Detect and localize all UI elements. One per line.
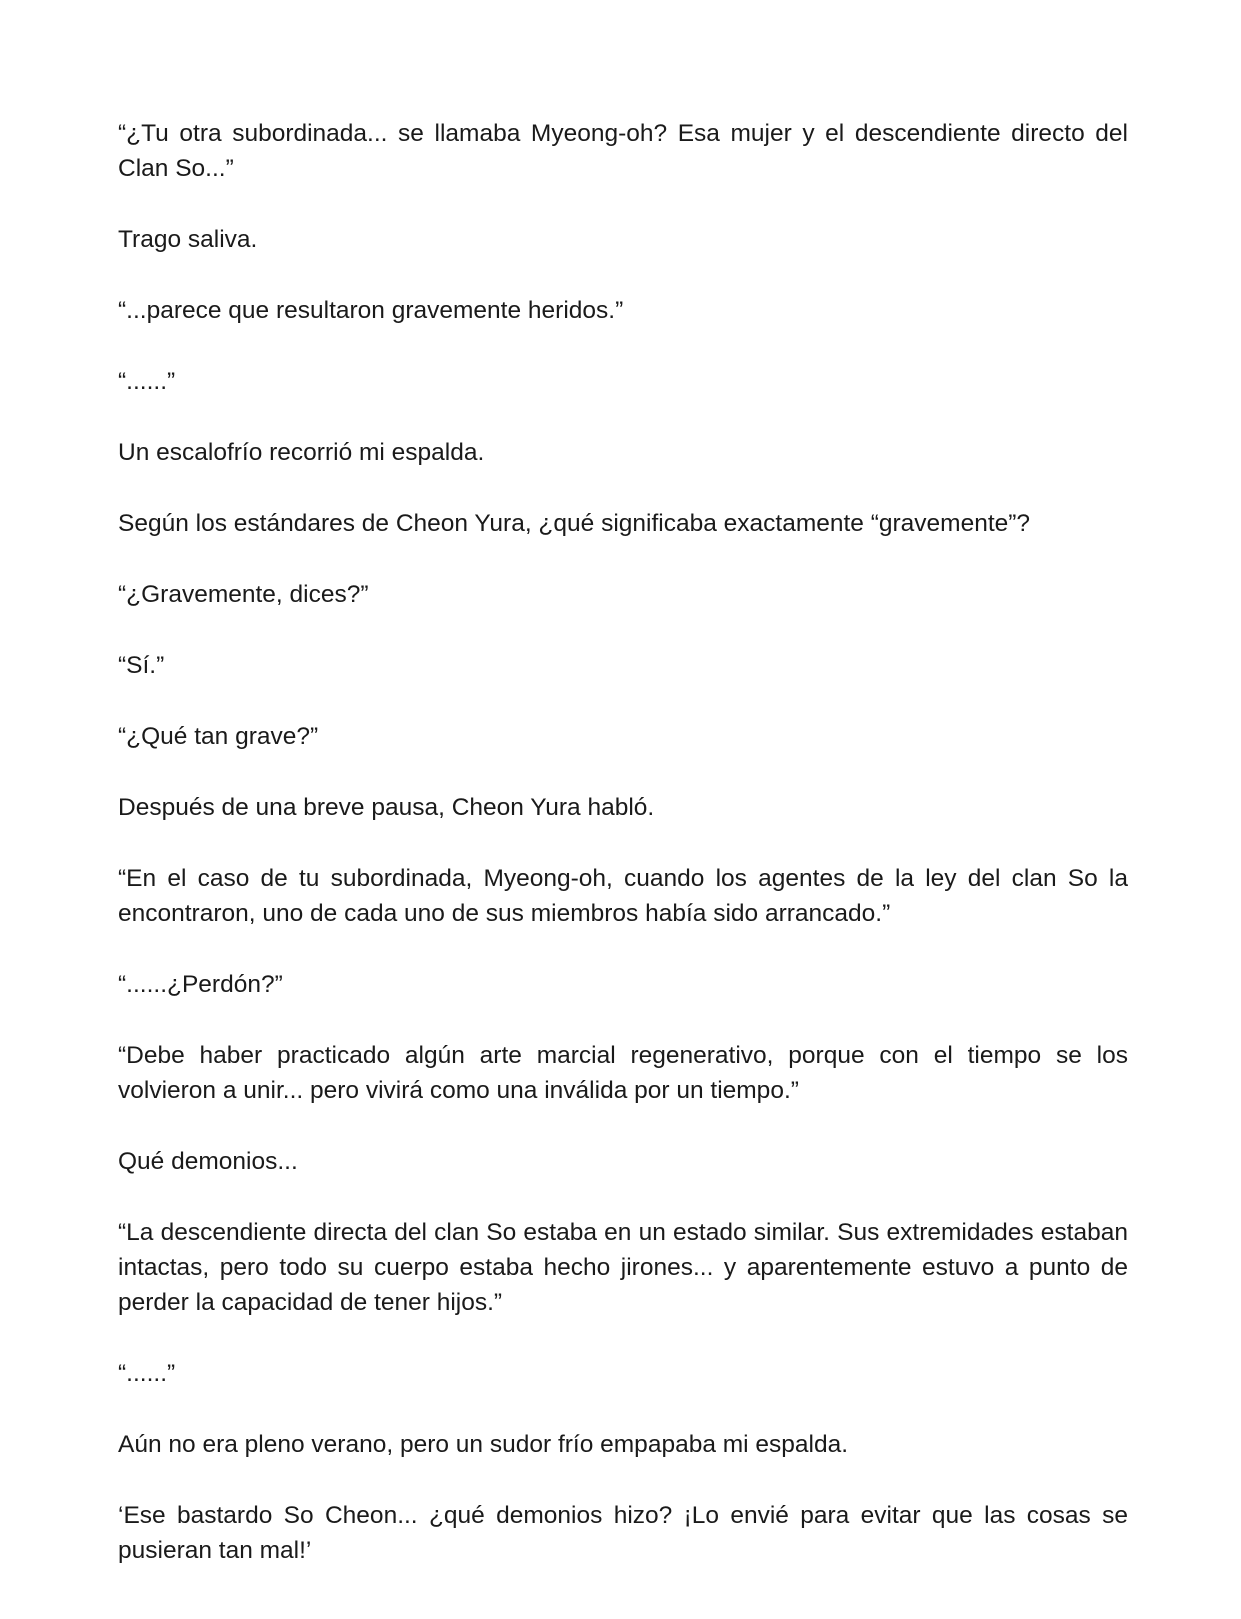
paragraph: “¿Gravemente, dices?” (118, 581, 369, 608)
paragraph: Un escalofrío recorrió mi espalda. (118, 439, 485, 466)
paragraph: Aún no era pleno verano, pero un sudor frío empapaba mi espalda. (118, 1431, 849, 1458)
paragraph: “¿Tu otra subordinada... se llamaba Myeong-oh? Esa mujer y el descendiente directo del Clan So...” (118, 120, 1128, 182)
paragraph: “La descendiente directa del clan So estaba en un estado similar. Sus extremidades estaban intactas, pero todo su cuerpo estaba hecho jirones... y aparentemente estuvo a punto de perder la capacidad de tener hijos.” (118, 1219, 1128, 1316)
paragraph: ‘Ese bastardo So Cheon... ¿qué demonios hizo? ¡Lo envié para evitar que las cosas se pusieran tan mal!’ (118, 1502, 1128, 1564)
paragraph: “Debe haber practicado algún arte marcial regenerativo, porque con el tiempo se los volvieron a unir... pero vivirá como una inválida por un tiempo.” (118, 1042, 1128, 1104)
paragraph: “En el caso de tu subordinada, Myeong-oh, cuando los agentes de la ley del clan So la encontraron, uno de cada uno de sus miembros había sido arrancado.” (118, 865, 1128, 927)
paragraph: “......” (118, 368, 176, 395)
paragraph: Después de una breve pausa, Cheon Yura habló. (118, 794, 655, 821)
paragraph: “Sí.” (118, 652, 165, 679)
paragraph: Qué demonios... (118, 1148, 298, 1175)
paragraph: Según los estándares de Cheon Yura, ¿qué significaba exactamente “gravemente”? (118, 510, 1031, 537)
paragraph: Trago saliva. (118, 226, 258, 253)
paragraph: “......¿Perdón?” (118, 971, 283, 998)
paragraph: “¿Qué tan grave?” (118, 723, 319, 750)
document-body (118, 116, 1128, 1604)
paragraph: “...parece que resultaron gravemente heridos.” (118, 297, 624, 324)
paragraph: “......” (118, 1360, 176, 1387)
